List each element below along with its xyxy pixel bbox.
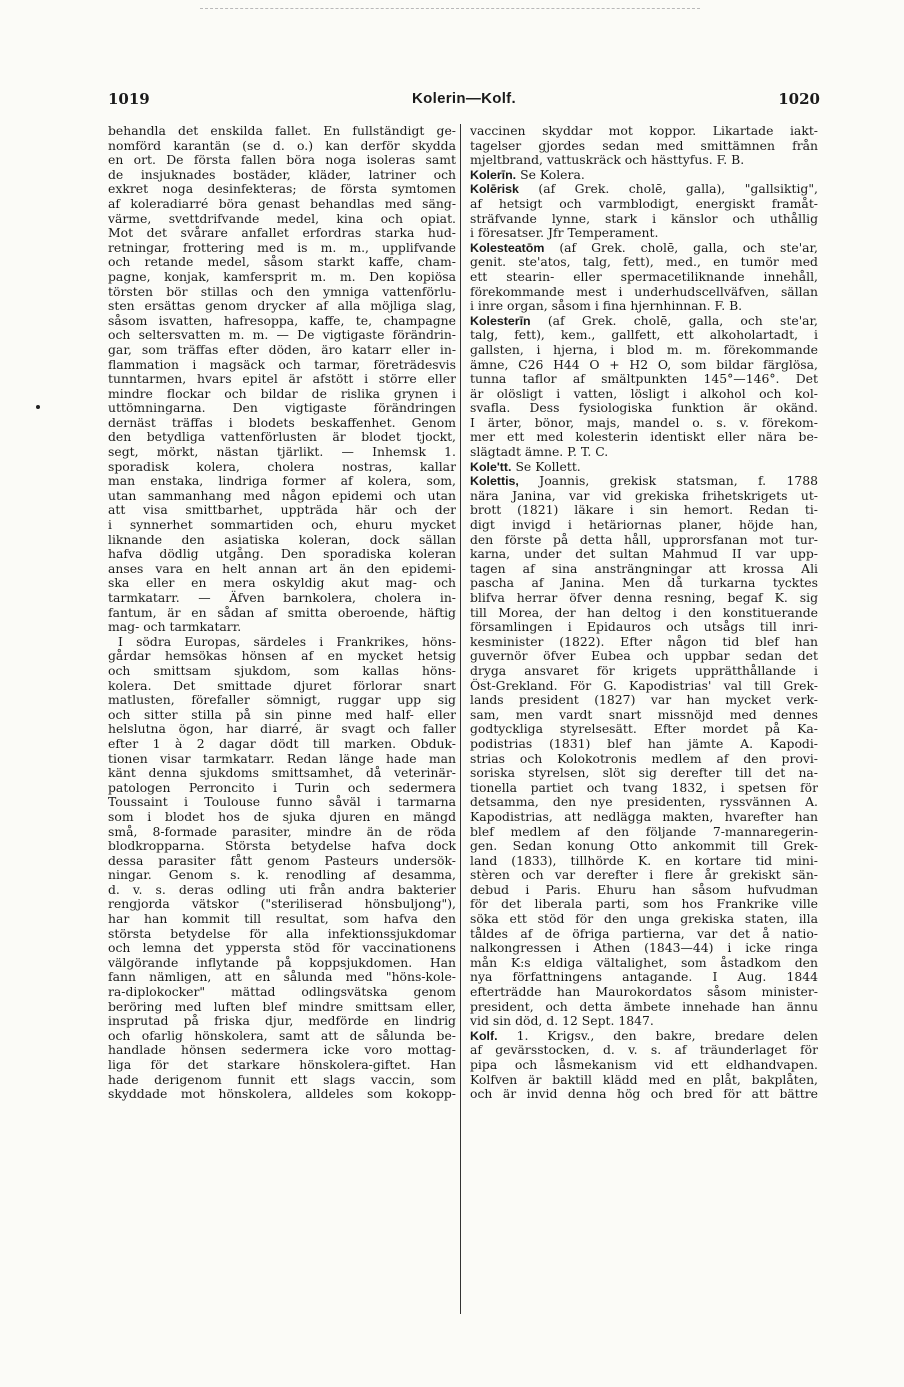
text-line: behandla det enskilda fallet. En fullständigt ge- — [108, 124, 456, 138]
text-line: svafla. Dess fysiologiska funktion är okänd. — [470, 400, 818, 416]
text-line: Kolfven är baktill klädd med en plåt, bakplåten, — [470, 1071, 818, 1087]
text-line: vaccinen skyddar mot koppor. Likartade iakt- — [470, 124, 818, 138]
text-line: tionella partiet och tvang 1832, i spetsen för — [470, 779, 818, 795]
text-line: slägtadt ämne. P. T. C. — [470, 444, 609, 460]
text-line: liga för det starkare hönskolera-giftet. Han — [108, 1057, 456, 1072]
text-line: handlade hönsen sedermera icke voro mottag- — [108, 1042, 456, 1058]
text-line: Öst-Grekland. För G. Kapodistrias' val till Grek- — [470, 677, 818, 693]
text-line: gallsten, i hjerna, i blod m. m. förekommande — [470, 341, 818, 357]
text-line: stèren och var derefter i flere år grekiskt sän- — [470, 867, 818, 883]
text-line: rengjorda vätskor ("steriliserad hönsbuljong"), — [108, 896, 456, 912]
text-line: ett stearin- eller spermacetiliknande innehåll, — [470, 268, 818, 284]
text-line: helslutna ögon, har diarré, är svagt och faller — [108, 721, 456, 737]
text-line: till Morea, der han deltog i den konstituerande — [470, 604, 818, 620]
text-line: små, 8-formade parasiter, mindre än de röda — [108, 823, 456, 839]
text-line: detsamma, den nye presidenten, ryssvännen A. — [470, 794, 818, 810]
text-line: efter 1 à 2 dagar dödt till marken. Obduk- — [108, 735, 456, 751]
text-line: sam, men vardt snart missnöjd med dennes — [470, 706, 818, 722]
text-line: i föresatser. Jfr Temperament. — [470, 225, 659, 241]
text-line: sporadisk kolera, cholera nostras, kallar — [108, 458, 456, 474]
text-line: kesminister (1822). Efter någon tid blef han — [470, 633, 818, 649]
text-line: hafva dödlig utgång. Den sporadiska koleran — [108, 546, 456, 562]
text-line: pascha af Janina. Men då turkarna tycktes — [470, 575, 818, 591]
text-line: man enstaka, lindriga former af kolera, som, — [108, 473, 456, 489]
text-line: sträfvande lynne, stark i känslor och uthållig — [470, 210, 818, 226]
text-line: och smittsam sjukdom, som kallas höns- — [108, 662, 456, 678]
text-line: för det liberala parti, som hos Frankrike ville — [470, 896, 818, 912]
text-line: nya författningens antagande. I Aug. 1844 — [470, 969, 818, 985]
text-line: som i blodet hos de sjuka djuren en mängd — [108, 808, 456, 824]
text-line: retningar, frottering med is m. m., upplifvande — [108, 239, 456, 255]
text-line: känt denna sjukdoms smittsamhet, då veterinär- — [108, 765, 456, 781]
page-number-left: 1019 — [108, 90, 150, 108]
text-line: ska eller en mera oskyldig akut mag- och — [108, 575, 456, 591]
text-line: törsten bör stillas och den ymniga vattenförlu- — [108, 283, 456, 299]
text-line: segt, mörkt, nästan tjärlikt. — Inhemsk 1. — [108, 444, 456, 460]
text-line: blifva herrar öfver denna resning, begaf K. sig — [470, 590, 818, 605]
text-line: är olösligt i vatten, lösligt i alkohol och kol- — [470, 385, 818, 401]
text-line: debud i Paris. Ehuru han såsom hufvudman — [470, 881, 818, 897]
text-line: tagelser gjordes sedan med smittämnen från — [470, 137, 818, 153]
text-line: Kolerīn. Se Kolera. — [470, 166, 585, 182]
text-line: och är invid denna hög och bred för att bättre — [470, 1086, 818, 1102]
text-line: fantum, är en sådan af smitta oberoende, häftig — [108, 604, 456, 620]
text-line: af koleradiarré böra genast behandlas med säng- — [108, 195, 456, 211]
text-line: karna, under det sultan Mahmud II var upp- — [470, 546, 818, 562]
text-line: mer ett med kolesterin identiskt eller nära be- — [470, 429, 818, 445]
text-line: söka ett stöd för den unga grekiska staten, illa — [470, 911, 818, 927]
text-line: ningar. Genom s. k. renodling af desamma, — [108, 867, 456, 883]
text-line: dernäst träffas i blodets beskaffenhet. Genom — [108, 414, 456, 430]
text-line: guvernör öfver Eubea och uppbar sedan det — [470, 648, 818, 664]
text-line: mindre flockar och bildar de rislika grynen i — [108, 385, 456, 401]
text-line: flammation i magsäck och tarmar, företrädesvis — [108, 356, 456, 372]
text-line: en ort. De första fallen böra noga isoleras samt — [108, 152, 456, 168]
text-line: lands president (1827) var han mycket verk- — [470, 692, 818, 708]
text-line: Kolērisk (af Grek. cholē, galla), "gallsiktig", — [470, 181, 818, 197]
running-title: Kolerin—Kolf. — [412, 90, 516, 107]
page-header — [108, 90, 820, 112]
text-line: välgörande inflytande på koppsjukdomen. Han — [108, 954, 456, 970]
text-line: i synnerhet sommartiden och, ehuru mycket — [108, 517, 456, 533]
text-line: värme, svettdrifvande medel, kina och opiat. — [108, 210, 456, 226]
text-line: största betydelse för alla infektionssjukdomar — [108, 925, 456, 941]
text-line: Kolesterīn (af Grek. cholē, galla, och ste'ar, — [470, 312, 818, 328]
margin-speck — [36, 405, 40, 409]
text-line: af gevärsstocken, d. v. s. af träunderlaget för — [470, 1042, 818, 1058]
text-line: blef medlem af den följande 7-mannaregerin- — [470, 823, 818, 839]
text-line: I ärter, bönor, majs, mandel o. s. v. förekom- — [470, 414, 818, 430]
text-line: af hetsigt och varmblodigt, energiskt framåt- — [470, 195, 818, 211]
text-line: beröring med luften blef mindre smittsam eller, — [108, 998, 456, 1014]
text-line: Kole'tt. Se Kollett. — [470, 458, 581, 474]
text-line: president, och detta ämbete innehade han ännu — [470, 998, 818, 1014]
text-line: ämne, C26 H44 O + H2 O, som bildar färglösa, — [470, 356, 818, 372]
text-line: gårdar hemsökas hönsen af en mycket hetsig — [108, 648, 456, 664]
text-line: utan sammanhang med någon epidemi och utan — [108, 487, 456, 503]
text-line: godtyckliga styrelsesätt. Efter mordet på Ka- — [470, 721, 818, 737]
scan-edge-line — [200, 8, 700, 10]
text-line: tarmkatarr. — Äfven barnkolera, cholera in- — [108, 590, 456, 605]
text-line: Mot det svårare anfallet erfordras starka hud- — [108, 225, 456, 241]
text-line: podistrias (1831) blef han jämte A. Kapodi- — [470, 735, 818, 751]
text-line: fann nämligen, att en sålunda med "höns-kole- — [108, 969, 456, 985]
text-line: tagen af sina ansträngningar att krossa Ali — [470, 560, 818, 576]
text-line: Kolf. 1. Krigsv., den bakre, bredare delen — [470, 1027, 818, 1043]
text-line: genit. ste'atos, talg, fett), med., en tumör med — [470, 254, 818, 270]
page-number-right: 1020 — [778, 90, 820, 108]
text-line: nära Janina, var vid grekiska frihetskrigets ut- — [470, 487, 818, 503]
text-line: den betydliga vattenförlusten är blodet tjockt, — [108, 429, 456, 445]
text-line: dryga ansvaret för krigets upprätthållande i — [470, 662, 818, 678]
text-line: uttömningarna. Den vigtigaste förändringen — [108, 400, 456, 416]
text-line: de insjuknades bostäder, kläder, latriner och — [108, 166, 456, 182]
text-line: digt invigd i hetäriornas planer, höjde han, — [470, 517, 818, 533]
text-line: tunna taflor af smältpunkten 145°—146°. Det — [470, 371, 818, 387]
text-line: hade derigenom funnit ett slags vaccin, som — [108, 1071, 456, 1087]
text-line: tåldes af de öfriga partierna, var det å natio- — [470, 925, 818, 941]
text-line: att visa smittbarhet, uppträda här och der — [108, 502, 456, 518]
text-line: församlingen i Epidauros och utsågs till inri- — [470, 619, 818, 635]
text-line: nomförd karantän (se d. o.) kan derför skydda — [108, 137, 456, 153]
text-line: sten ersättas genom drycker af alla möjliga slag, — [108, 298, 456, 314]
text-line: mån K:s eldiga vältalighet, som åstadkom den — [470, 954, 818, 970]
text-line: brott (1821) läkare i sin hemort. Redan ti- — [470, 502, 818, 518]
text-line: patologen Perroncito i Turin och sedermera — [108, 779, 456, 795]
text-line: och lemna det yppersta stöd för vaccinationens — [108, 940, 456, 956]
text-line: efterträdde han Maurokordatos såsom minister- — [470, 984, 818, 1000]
text-line: Kolettis, Joannis, grekisk statsman, f. 1788 — [470, 473, 818, 489]
column-divider — [460, 124, 461, 1314]
text-line: pagne, konjak, kamfersprit m. m. Den kopiösa — [108, 268, 456, 284]
text-line: pipa och låsmekanism vid ett eldhandvapen. — [470, 1057, 818, 1072]
text-line: och ofarlig hönskolera, samt att de sålunda be- — [108, 1027, 456, 1043]
text-line: liknande den asiatiska koleran, dock sällan — [108, 531, 456, 547]
text-line: mag- och tarmkatarr. — [108, 619, 242, 635]
text-line: kolera. Det smittade djuret förlorar snart — [108, 677, 456, 693]
text-line: Kapodistrias, att nedlägga makten, hvarefter han — [470, 808, 818, 824]
text-line: och seltersvatten m. m. — De vigtigaste förändrin- — [108, 327, 456, 343]
text-line: nalkongressen i Athen (1843—44) i icke ringa — [470, 940, 818, 956]
text-line: i inre organ, såsom i fina hjernhinnan. F. B. — [470, 298, 743, 314]
text-line: strias och Kolokotronis medlem af den provi- — [470, 750, 818, 766]
text-line: och sitter stilla på sin pinne med half- eller — [108, 706, 456, 722]
text-line: dessa parasiter fått genom Pasteurs undersök- — [108, 852, 456, 868]
text-line: och retande medel, såsom starkt kaffe, cham- — [108, 254, 456, 270]
text-line: skyddade mot hönskolera, alldeles som kokopp- — [108, 1086, 456, 1102]
text-line: exkret noga desinfekteras; de första symtomen — [108, 181, 456, 197]
text-line: matlusten, förefaller sömnigt, ruggar upp sig — [108, 692, 456, 708]
text-line: blodkropparna. Största betydelse hafva dock — [108, 838, 456, 854]
text-line: förekommande mest i underhudscellväfven, sällan — [470, 283, 818, 299]
text-line: Toussaint i Toulouse funno såväl i tarmarna — [108, 794, 456, 810]
text-line: gen. Sedan konung Otto ankommit till Grek- — [470, 838, 818, 854]
text-line: tunntarmen, hvars epitel är afstött i större eller — [108, 371, 456, 387]
text-line: anses vara en helt annan art än den epidemi- — [108, 560, 456, 576]
text-line: vid sin död, d. 12 Sept. 1847. — [470, 1013, 654, 1029]
text-line: Kolesteatōm (af Grek. cholē, galla, och ste'ar, — [470, 239, 818, 255]
text-line: I södra Europas, särdeles i Frankrikes, höns- — [118, 633, 456, 649]
text-line: gar, som träffas efter döden, äro katarr eller in- — [108, 341, 456, 357]
text-line: ra-diplokocker" mättad odlingsvätska genom — [108, 984, 456, 1000]
right-column — [470, 124, 818, 1324]
text-line: soriska styrelsen, slöt sig derefter till det na- — [470, 765, 818, 781]
text-line: tionen visar tarmkatarr. Redan länge hade man — [108, 750, 456, 766]
text-line: mjeltbrand, vattuskräck och hästtyfus. F. B. — [470, 152, 745, 168]
text-line: insprutad på friska djur, medförde en lindrig — [108, 1013, 456, 1029]
text-line: den förste på detta håll, upprorsfanan mot tur- — [470, 531, 818, 547]
text-line: land (1833), tillhörde K. en kortare tid mini- — [470, 852, 818, 868]
text-line: talg, fett), kem., gallfett, ett alkoholartadt, i — [470, 327, 818, 343]
left-column — [108, 124, 456, 1324]
text-line: d. v. s. deras odling uti från andra bakterier — [108, 881, 456, 897]
text-line: såsom isvatten, hafresoppa, kaffe, te, champagne — [108, 312, 456, 328]
text-line: har han kommit till resultat, som hafva den — [108, 911, 456, 927]
